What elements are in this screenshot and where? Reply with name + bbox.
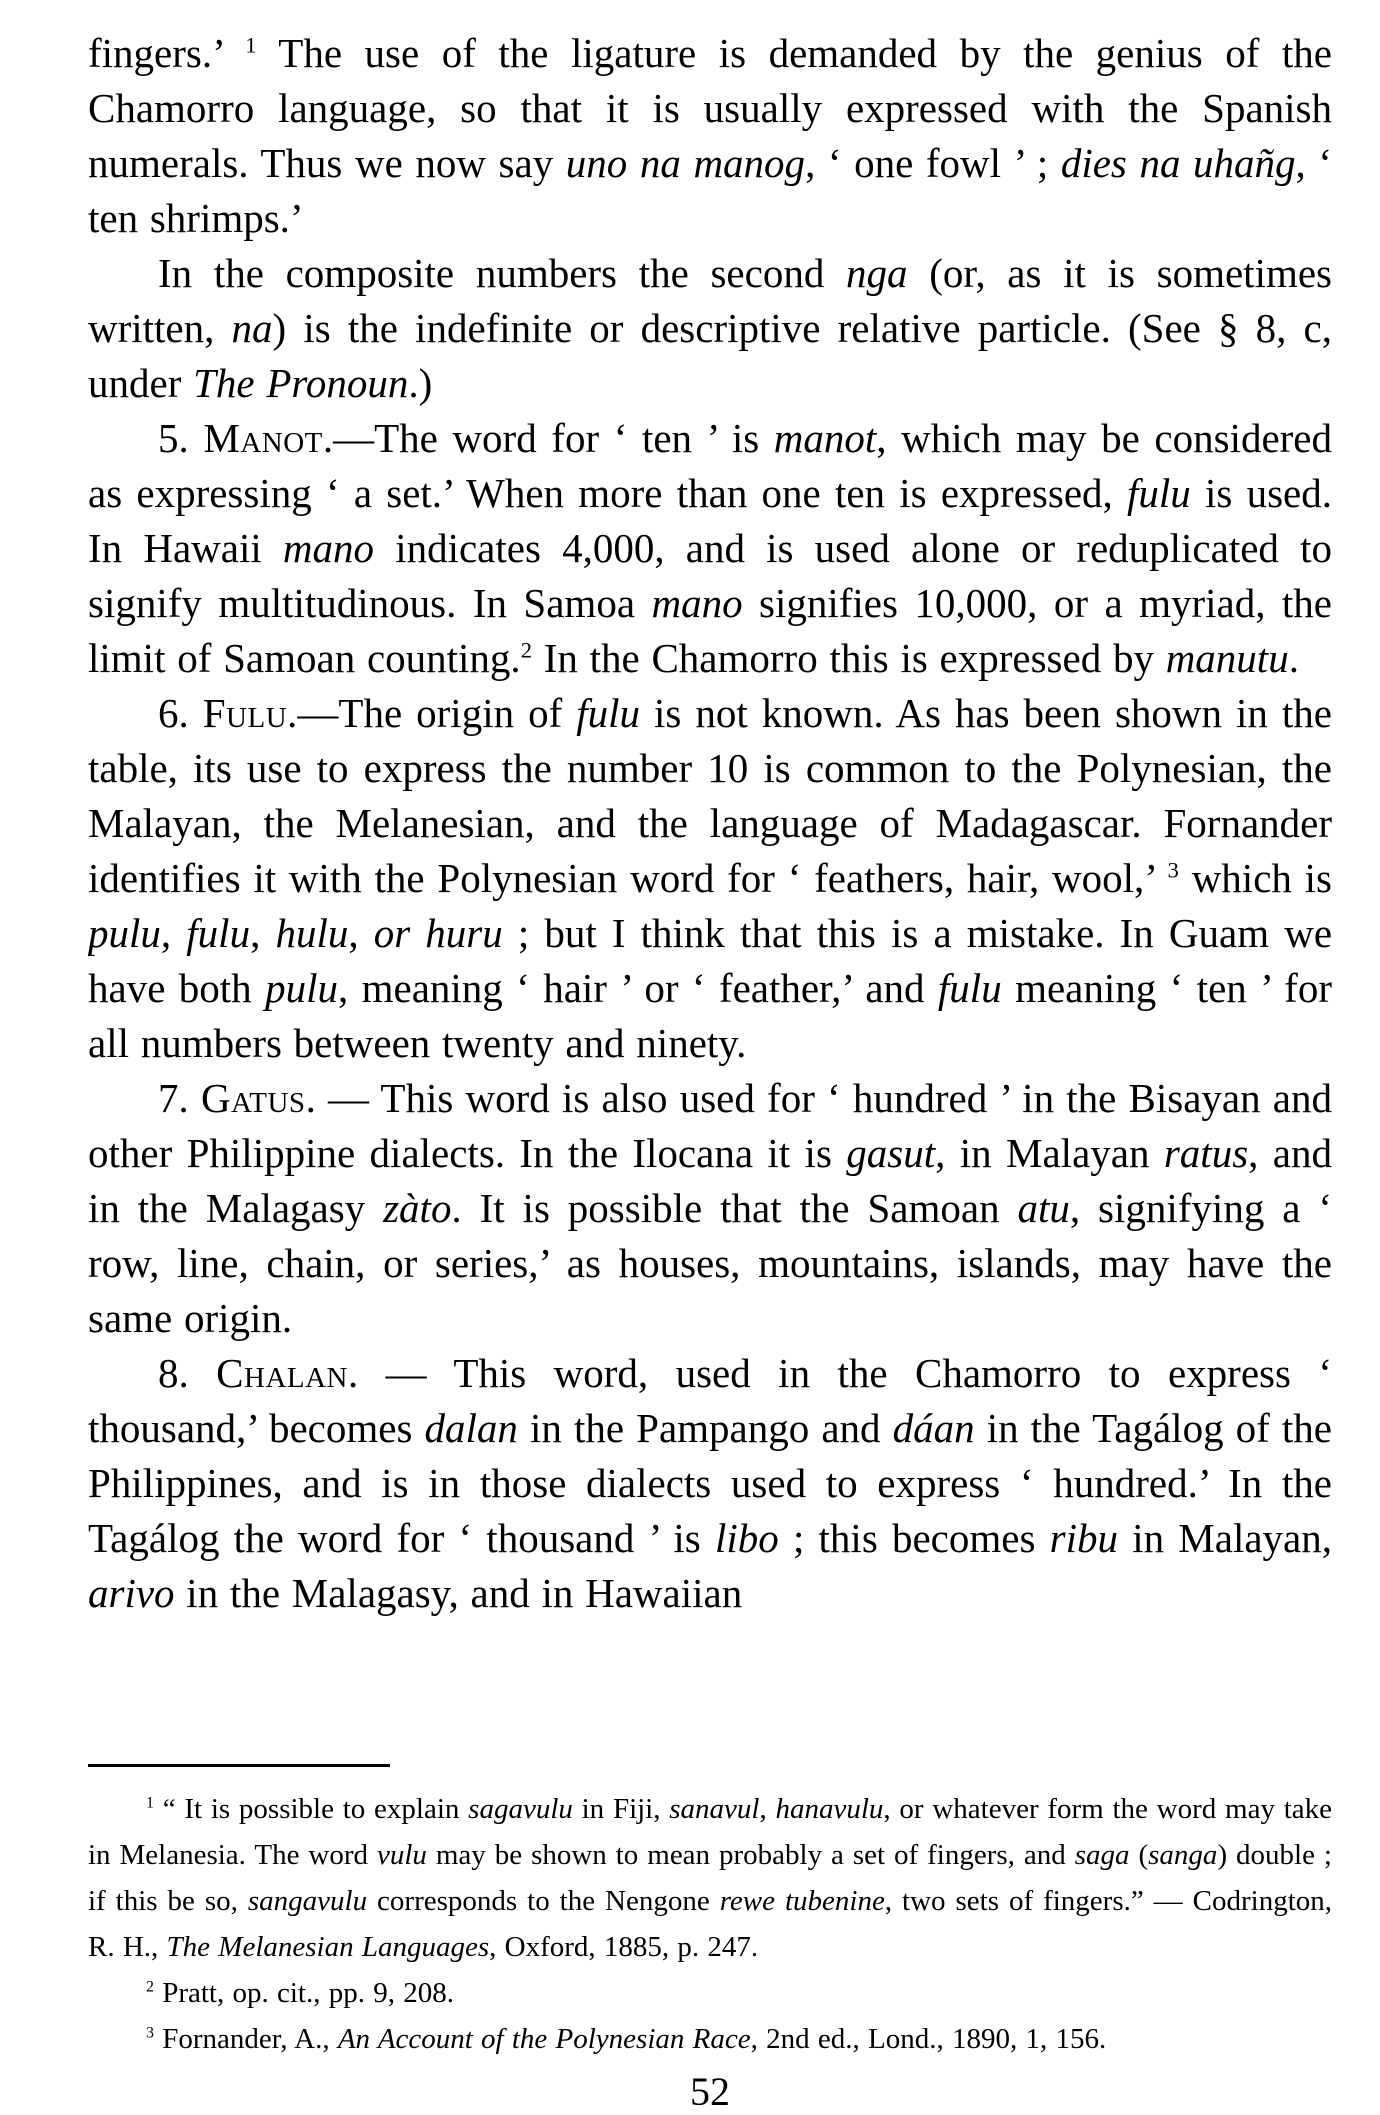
italic-run: libo bbox=[714, 1515, 779, 1561]
italic-run: sangavulu bbox=[247, 1885, 368, 1917]
paragraph bbox=[88, 1071, 1332, 1346]
italic-run: saga bbox=[1074, 1839, 1130, 1871]
text-run: 8. bbox=[158, 1350, 217, 1396]
smallcaps-run: Chalan bbox=[216, 1350, 349, 1396]
text-run: ; but I think that this is a mistake. In Guam we have both bbox=[88, 910, 1332, 1011]
text-run: ; this becomes bbox=[778, 1515, 1050, 1561]
text-run: (or, as it is sometimes written, bbox=[88, 250, 1332, 351]
text-run: , Oxford, 1885, p. 247. bbox=[489, 1931, 759, 1963]
text-run: .—The word for ‘ ten ’ is bbox=[322, 415, 774, 461]
italic-run: The Melanesian Languages bbox=[166, 1931, 490, 1963]
text-run: corresponds to the Nengone bbox=[367, 1885, 720, 1917]
text-run: 5. bbox=[158, 415, 204, 461]
italic-run: nga bbox=[846, 250, 908, 296]
italic-run: vulu bbox=[376, 1839, 427, 1871]
text-run: signifies 10,000, or a myriad, the limit of Samoan counting. bbox=[88, 580, 1332, 681]
text-run: , which may be considered as expressing ‘ a set.’ When more than one ten is expressed, bbox=[88, 415, 1332, 516]
paragraph bbox=[88, 1346, 1332, 1621]
italic-run: ribu bbox=[1049, 1515, 1118, 1561]
italic-run: dalan bbox=[424, 1405, 518, 1451]
italic-run: or huru bbox=[373, 910, 503, 956]
italic-run: hanavulu bbox=[775, 1793, 884, 1825]
italic-run: fulu bbox=[576, 690, 641, 736]
italic-run: sanga bbox=[1148, 1839, 1218, 1871]
text-run: fingers.’ bbox=[88, 30, 246, 76]
text-run: . It is possible that the Samoan bbox=[451, 1185, 1018, 1231]
text-run: . — This word is also used for ‘ hundred ’ in the Bisayan and other Philippine dialects. In the Ilocana it is bbox=[88, 1075, 1332, 1176]
italic-run: mano bbox=[651, 580, 743, 626]
text-run: , bbox=[250, 910, 276, 956]
text-run: is used. In Hawaii bbox=[88, 470, 1332, 571]
text-run: in the Tagálog of the Philippines, and is in those dialects used to express ‘ hundred.’ In the Tagálog the word for ‘ thousand ’ is bbox=[88, 1405, 1332, 1561]
text-run: which is bbox=[1178, 855, 1332, 901]
text-run: , meaning ‘ hair ’ or ‘ feather,’ and bbox=[337, 965, 938, 1011]
italic-run: dáan bbox=[892, 1405, 975, 1451]
text-run: “ It is possible to explain bbox=[153, 1793, 469, 1825]
paragraph bbox=[88, 26, 1332, 246]
text-run: , bbox=[160, 910, 187, 956]
smallcaps-run: Gatus bbox=[200, 1075, 306, 1121]
smallcaps-run: Manot bbox=[203, 415, 323, 461]
text-run: In the Chamorro this is expressed by bbox=[531, 635, 1166, 681]
text-run: , ‘ ten shrimps.’ bbox=[88, 140, 1332, 241]
text-run: , or whatever form the word may take in Melanesia. The word bbox=[88, 1793, 1332, 1871]
text-run: , two sets of fingers.” — Codrington, R. H., bbox=[88, 1885, 1332, 1963]
text-run: in the Malagasy, and in Hawaiian bbox=[174, 1570, 743, 1616]
italic-run: dies na uhañg bbox=[1060, 140, 1296, 186]
text-run: meaning ‘ ten ’ for all numbers between twenty and ninety. bbox=[88, 965, 1332, 1066]
smallcaps-run: Fulu bbox=[202, 690, 288, 736]
text-run: may be shown to mean probably a set of fingers, and bbox=[426, 1839, 1075, 1871]
text-run: . bbox=[1288, 635, 1299, 681]
text-run: indicates 4,000, and is used alone or reduplicated to signify multitudinous. In Samoa bbox=[88, 525, 1332, 626]
text-run: in Fiji, bbox=[572, 1793, 670, 1825]
text-run: 7. bbox=[158, 1075, 201, 1121]
italic-run: ratus bbox=[1163, 1130, 1249, 1176]
page-number: 52 bbox=[690, 2069, 730, 2114]
paragraph bbox=[88, 2016, 1332, 2062]
text-run: .—The origin of bbox=[287, 690, 577, 736]
body-text bbox=[88, 26, 1332, 1621]
italic-run: fulu bbox=[186, 910, 251, 956]
italic-run: fulu bbox=[1127, 470, 1191, 516]
text-run: , and in the Malagasy bbox=[88, 1130, 1332, 1231]
paragraph bbox=[88, 411, 1332, 686]
italic-run: atu bbox=[1017, 1185, 1070, 1231]
italic-run: The Pronoun bbox=[193, 360, 409, 406]
text-run: in the Pampango and bbox=[517, 1405, 893, 1451]
paragraph bbox=[88, 686, 1332, 1071]
text-run: , ‘ one fowl ’ ; bbox=[805, 140, 1061, 186]
text-run: , bbox=[348, 910, 374, 956]
text-run: , bbox=[759, 1793, 776, 1825]
footnote-ref: 3 bbox=[146, 2024, 154, 2042]
italic-run: sanavul bbox=[669, 1793, 760, 1825]
text-run: ) double ; if this be so, bbox=[88, 1839, 1332, 1917]
text-run: The use of the ligature is demanded by the genius of the Chamorro language, so that it is usually expressed with the Spanish numerals. Thus we now say bbox=[88, 30, 1332, 186]
footnote-ref: 3 bbox=[1167, 857, 1179, 883]
italic-run: rewe tubenine bbox=[719, 1885, 885, 1917]
text-run: ) is the indefinite or descriptive relative particle. (See § 8, c, under bbox=[88, 305, 1332, 406]
text-run: , in Malayan bbox=[935, 1130, 1164, 1176]
italic-run: hulu bbox=[275, 910, 349, 956]
footnote-ref: 1 bbox=[146, 1794, 154, 1812]
paragraph bbox=[88, 246, 1332, 411]
italic-run: manutu bbox=[1165, 635, 1289, 681]
italic-run: manot bbox=[773, 415, 877, 461]
footnotes bbox=[88, 1786, 1332, 2062]
italic-run: arivo bbox=[88, 1570, 175, 1616]
paragraph bbox=[88, 1786, 1332, 1970]
italic-run: pulu bbox=[88, 910, 161, 956]
italic-run: An Account of the Polynesian Race bbox=[337, 2023, 751, 2055]
italic-run: uno na manog bbox=[565, 140, 806, 186]
italic-run: sagavulu bbox=[468, 1793, 573, 1825]
paragraph bbox=[88, 1970, 1332, 2016]
text-run: 6. bbox=[158, 690, 203, 736]
text-run: . — This word, used in the Chamorro to express ‘ thousand,’ becomes bbox=[88, 1350, 1332, 1451]
text-run: Fornander, A., bbox=[153, 2023, 338, 2055]
footnote-ref: 2 bbox=[146, 1978, 154, 1996]
text-run: , 2nd ed., Lond., 1890, 1, 156. bbox=[750, 2023, 1107, 2055]
italic-run: fulu bbox=[937, 965, 1002, 1011]
italic-run: gasut bbox=[846, 1130, 936, 1176]
italic-run: mano bbox=[282, 525, 375, 571]
text-run: in Malayan, bbox=[1118, 1515, 1332, 1561]
text-run: Pratt, op. cit., pp. 9, 208. bbox=[153, 1977, 454, 2009]
text-run: is not known. As has been shown in the table, its use to express the number 10 is common to the Polynesian, the Malayan, the Melanesian, and the language of Madagascar. Fornander identifies it with the Polynesian word for ‘ feathers, hair, wool,’ bbox=[88, 690, 1332, 901]
text-run: In the composite numbers the second bbox=[158, 250, 847, 296]
footnote-ref: 2 bbox=[520, 637, 532, 663]
text-run: , signifying a ‘ row, line, chain, or series,’ as houses, mountains, islands, may have the same origin. bbox=[88, 1185, 1332, 1341]
footnote-rule bbox=[88, 1764, 390, 1767]
italic-run: na bbox=[231, 305, 273, 351]
italic-run: zàto bbox=[383, 1185, 452, 1231]
italic-run: pulu bbox=[265, 965, 338, 1011]
text-run: .) bbox=[408, 360, 433, 406]
text-run: ( bbox=[1129, 1839, 1149, 1871]
footnote-ref: 1 bbox=[245, 32, 257, 58]
